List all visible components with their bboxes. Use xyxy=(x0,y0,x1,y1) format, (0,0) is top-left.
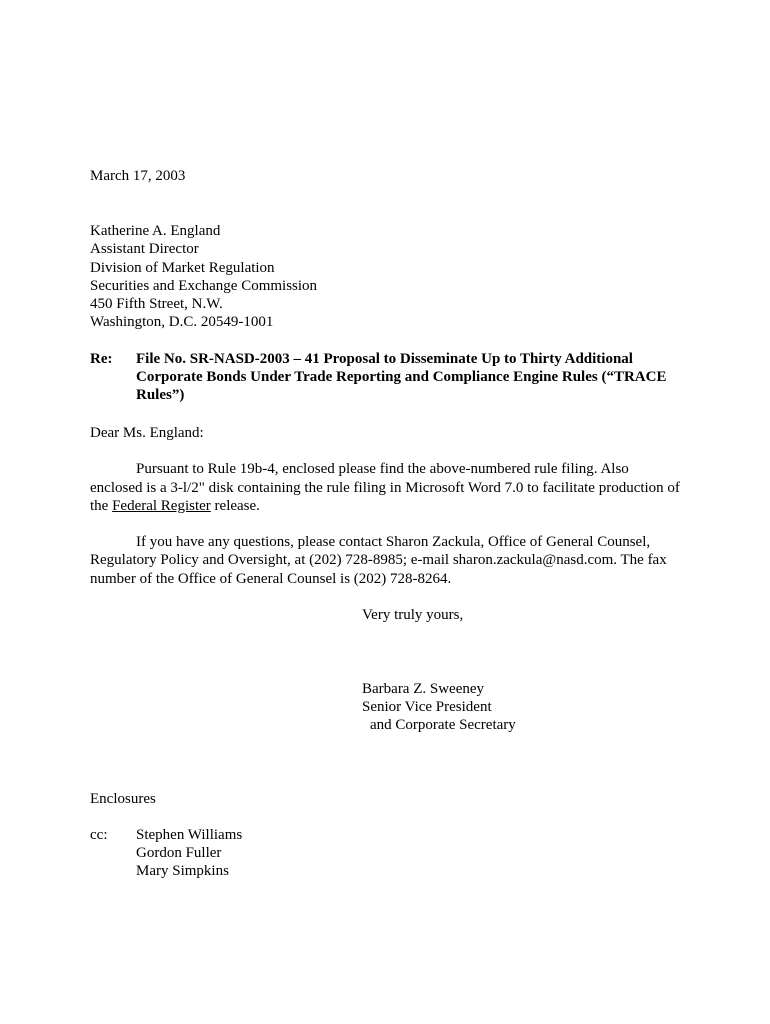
letter-date: March 17, 2003 xyxy=(90,168,186,184)
paragraph-line: enclosed is a 3-l/2" disk containing the rule filing in Microsoft Word 7.0 to facilitate production of xyxy=(90,480,680,496)
paragraph-line: number of the Office of General Counsel is (202) 728-8264. xyxy=(90,571,452,587)
subject-line: File No. SR-NASD-2003 – 41 Proposal to Disseminate Up to Thirty Additional xyxy=(136,351,633,367)
paragraph-line: Regulatory Policy and Oversight, at (202) 728-8985; e-mail sharon.zackula@nasd.com. The fax xyxy=(90,552,667,568)
recipient-title: Assistant Director xyxy=(90,241,199,257)
federal-register-reference: Federal Register xyxy=(112,498,211,514)
cc-recipient: Mary Simpkins xyxy=(136,863,229,879)
subject-line: Corporate Bonds Under Trade Reporting and Compliance Engine Rules (“TRACE xyxy=(136,369,667,385)
cc-recipient: Gordon Fuller xyxy=(136,845,222,861)
recipient-agency: Securities and Exchange Commission xyxy=(90,278,318,294)
recipient-division: Division of Market Regulation xyxy=(90,260,275,276)
recipient-name: Katherine A. England xyxy=(90,223,221,239)
cc-label: cc: xyxy=(90,827,108,843)
closing: Very truly yours, xyxy=(362,607,464,623)
enclosures-note: Enclosures xyxy=(90,791,156,807)
signer-name: Barbara Z. Sweeney xyxy=(362,681,485,697)
paragraph-line: If you have any questions, please contact Sharon Zackula, Office of General Counsel, xyxy=(136,534,651,550)
recipient-street: 450 Fifth Street, N.W. xyxy=(90,296,223,312)
salutation: Dear Ms. England: xyxy=(90,425,204,441)
subject-label: Re: xyxy=(90,351,113,367)
cc-recipient: Stephen Williams xyxy=(136,827,243,843)
signer-title: and Corporate Secretary xyxy=(370,717,516,733)
signer-title: Senior Vice President xyxy=(362,699,492,715)
paragraph-line xyxy=(90,497,260,515)
paragraph-line: Pursuant to Rule 19b-4, enclosed please find the above-numbered rule filing. Also xyxy=(136,461,629,477)
recipient-city: Washington, D.C. 20549-1001 xyxy=(90,314,274,330)
paragraph-text: the xyxy=(90,498,113,514)
paragraph-text: release. xyxy=(210,498,260,514)
subject-line: Rules”) xyxy=(136,387,185,403)
